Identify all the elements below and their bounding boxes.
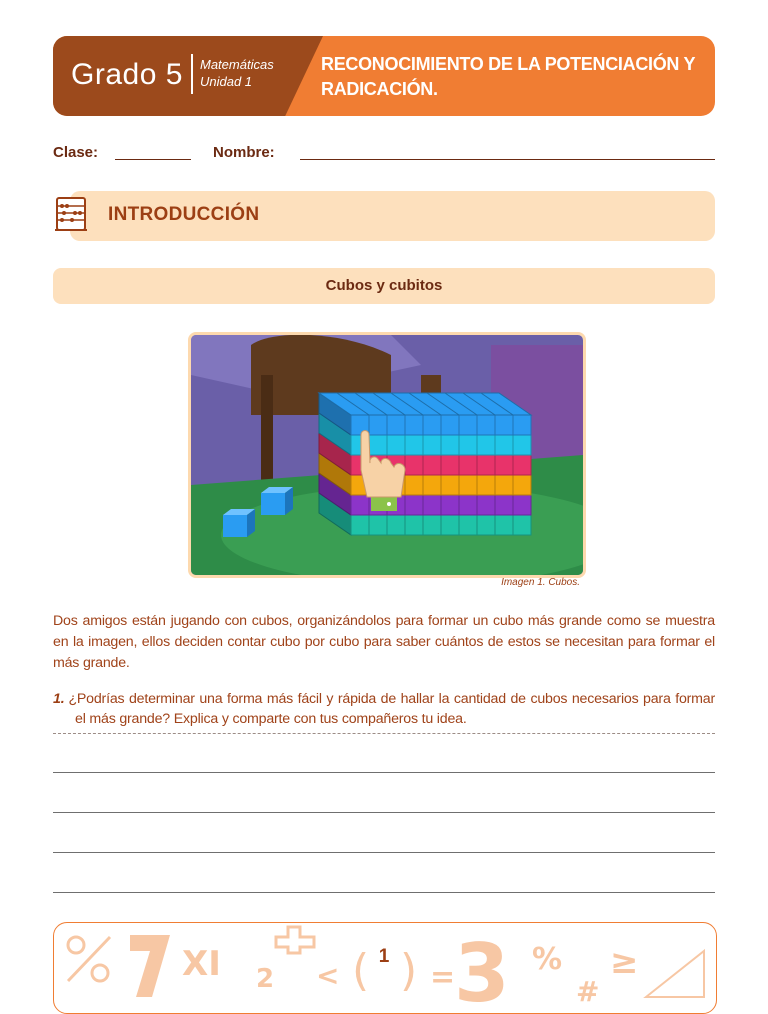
svg-text:XI: XI (182, 944, 221, 984)
svg-text:3: 3 (454, 927, 510, 1013)
unit-header (53, 36, 715, 116)
figure-caption: Imagen 1. Cubos. (501, 577, 580, 588)
cubes-illustration (188, 332, 586, 578)
question-text: ¿Podrías determinar una forma más fácil y rápida de hallar la cantidad de cubos necesarios para formar el más grande? Explica y comparte con tus compañeros tu idea. (68, 691, 715, 727)
subject-label: Matemáticas (200, 57, 274, 72)
intro-paragraph: Dos amigos están jugando con cubos, organizándolos para formar un cubo más grande como se muestra en la imagen, ellos deciden contar cubo por cubo para saber cuántos de estos se necesitan para formar el más grande. (53, 613, 715, 671)
svg-text:): ) (400, 945, 418, 996)
small-cube (223, 509, 255, 537)
svg-text:<: < (316, 959, 340, 992)
small-cube (261, 487, 293, 515)
class-field[interactable] (115, 159, 191, 160)
subject-block (200, 56, 274, 90)
svg-text:%: % (532, 942, 563, 977)
student-info (53, 144, 715, 166)
svg-text:#: # (576, 975, 600, 1008)
name-field[interactable] (300, 159, 715, 160)
answer-line[interactable] (53, 892, 715, 893)
grade-label: Grado 5 (71, 58, 183, 91)
section-title: Cubos y cubitos (325, 277, 443, 294)
abacus-icon (53, 196, 89, 232)
name-label: Nombre: (213, 144, 275, 161)
question-number: 1. (53, 691, 65, 707)
svg-text:≥: ≥ (610, 942, 639, 982)
svg-text:=: = (430, 960, 456, 995)
svg-text:2: 2 (256, 964, 275, 994)
page-number: 1 (378, 946, 390, 967)
intro-title: INTRODUCCIÓN (108, 204, 260, 225)
header-divider (191, 54, 193, 94)
answer-line[interactable] (53, 812, 715, 813)
section-banner (53, 268, 715, 304)
decorative-footer (53, 922, 717, 1014)
math-symbols-decoration (54, 923, 716, 1013)
question-1 (53, 689, 715, 729)
unit-label: Unidad 1 (200, 74, 253, 89)
big-cube (319, 393, 531, 535)
answer-line[interactable] (53, 852, 715, 853)
page-title: RECONOCIMIENTO DE LA POTENCIACIÓN Y RADICACIÓN. (321, 54, 695, 99)
dashed-divider (53, 733, 715, 734)
svg-text:(: ( (352, 945, 370, 996)
cubes-scene (191, 335, 583, 575)
class-label: Clase: (53, 144, 99, 161)
answer-line[interactable] (53, 772, 715, 773)
